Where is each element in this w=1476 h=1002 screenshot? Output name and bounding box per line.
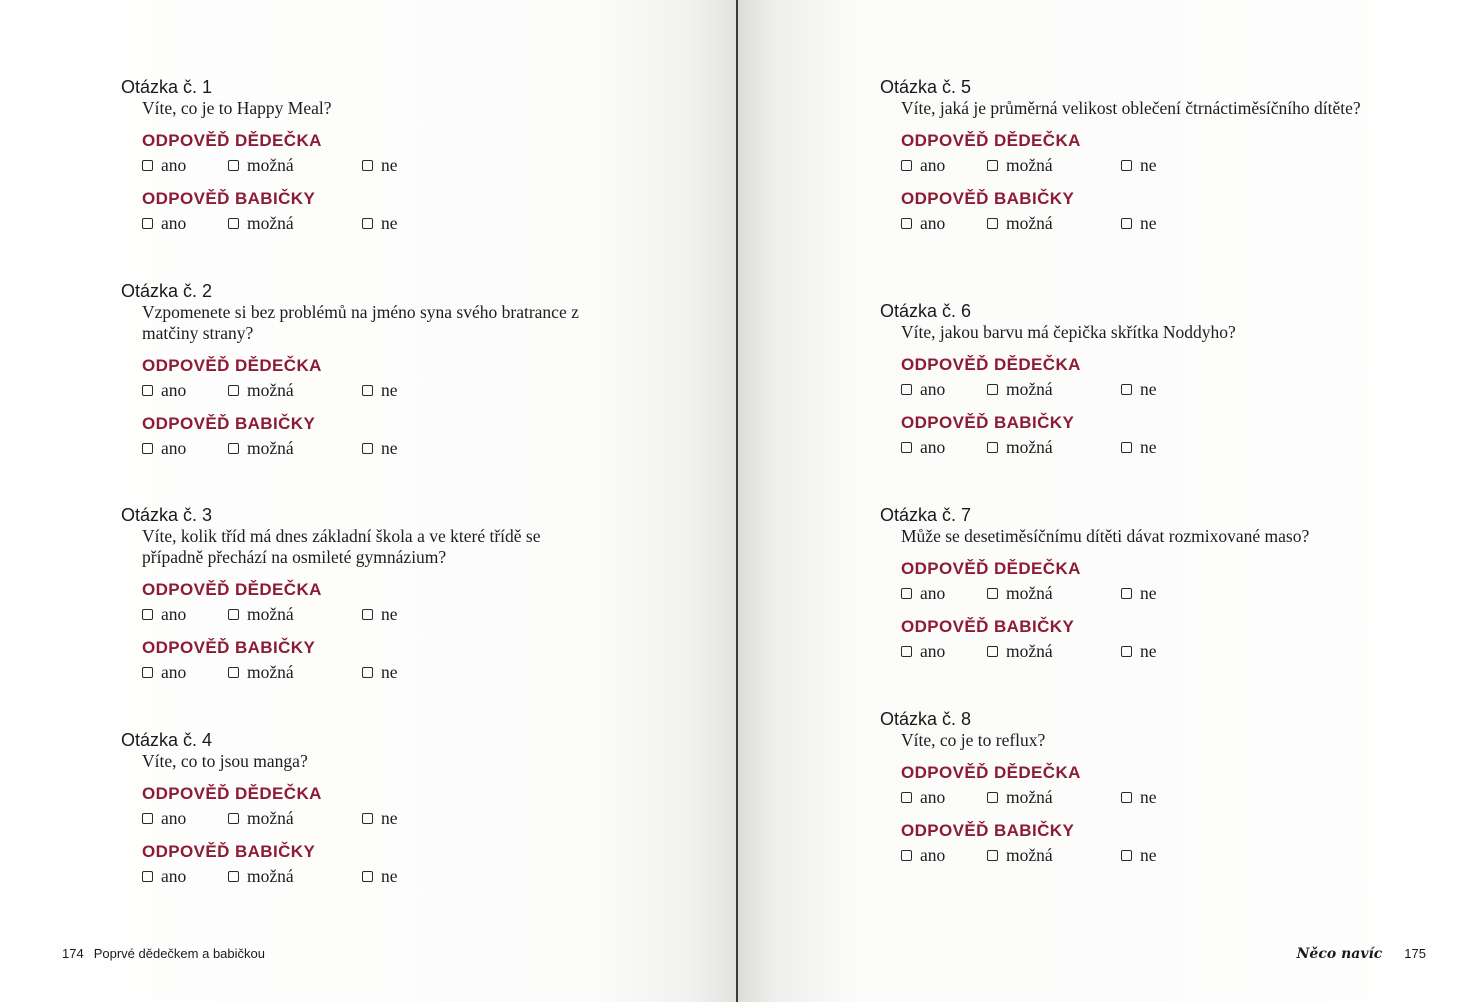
checkbox-icon[interactable] — [142, 218, 153, 229]
grandma-options — [901, 435, 1400, 459]
checkbox-icon[interactable] — [901, 442, 912, 453]
checkbox-icon[interactable] — [228, 443, 239, 454]
option-ano[interactable]: ano — [901, 435, 945, 459]
left-footer — [62, 946, 265, 961]
question-title: Otázka č. 5 — [880, 77, 972, 97]
question-text: Víte, co je to reflux? — [901, 730, 1046, 750]
grandma-options — [901, 843, 1400, 867]
option-ano[interactable]: ano — [142, 602, 186, 626]
option-mozna[interactable]: možná — [228, 660, 294, 684]
checkbox-icon[interactable] — [1121, 160, 1132, 171]
question-text: Víte, kolik tříd má dnes základní škola a ve které třídě se případně přechází na osmileté gymnázium? — [142, 526, 541, 567]
grandma-options — [142, 660, 641, 684]
checkbox-icon[interactable] — [987, 588, 998, 599]
grandpa-answer — [901, 131, 1400, 177]
grandpa-answer-label: ODPOVĚĎ DĚDEČKA — [142, 356, 322, 375]
question-text: Víte, co je to Happy Meal? — [142, 98, 332, 118]
option-ne[interactable]: ne — [1121, 843, 1157, 867]
option-ano[interactable]: ano — [901, 211, 945, 235]
checkbox-icon[interactable] — [901, 160, 912, 171]
grandpa-options — [142, 153, 641, 177]
grandpa-answer-label: ODPOVĚĎ DĚDEČKA — [901, 131, 1081, 150]
section-title: Něco navíc — [1296, 946, 1383, 962]
grandma-answer — [142, 414, 641, 460]
grandma-options — [142, 436, 641, 460]
grandpa-options — [142, 378, 641, 402]
option-ne[interactable]: ne — [362, 602, 398, 626]
option-mozna[interactable]: možná — [228, 806, 294, 830]
grandma-answer — [142, 189, 641, 235]
checkbox-icon[interactable] — [228, 871, 239, 882]
option-ne[interactable]: ne — [1121, 581, 1157, 605]
checkbox-icon[interactable] — [362, 609, 373, 620]
book-gutter — [736, 0, 738, 1002]
grandma-options — [901, 639, 1400, 663]
option-ano[interactable]: ano — [142, 211, 186, 235]
checkbox-icon[interactable] — [1121, 850, 1132, 861]
option-ano[interactable]: ano — [901, 581, 945, 605]
grandpa-answer-label: ODPOVĚĎ DĚDEČKA — [901, 763, 1081, 782]
checkbox-icon[interactable] — [228, 609, 239, 620]
option-mozna[interactable]: možná — [987, 581, 1053, 605]
option-mozna[interactable]: možná — [987, 377, 1053, 401]
question-text: Může se desetiměsíčnímu dítěti dávat rozmixované maso? — [901, 526, 1310, 546]
checkbox-icon[interactable] — [142, 609, 153, 620]
question-title: Otázka č. 7 — [880, 505, 972, 525]
option-ne[interactable]: ne — [1121, 211, 1157, 235]
question-3 — [121, 504, 641, 684]
grandma-answer — [142, 638, 641, 684]
checkbox-icon[interactable] — [142, 813, 153, 824]
option-ano[interactable]: ano — [142, 436, 186, 460]
grandpa-options — [901, 153, 1400, 177]
grandpa-answer-label: ODPOVĚĎ DĚDEČKA — [901, 559, 1081, 578]
option-ano[interactable]: ano — [142, 806, 186, 830]
checkbox-icon[interactable] — [142, 667, 153, 678]
checkbox-icon[interactable] — [228, 160, 239, 171]
grandpa-answer — [142, 131, 641, 177]
question-8 — [880, 708, 1400, 867]
option-mozna[interactable]: možná — [228, 864, 294, 888]
checkbox-icon[interactable] — [987, 160, 998, 171]
grandpa-answer-label: ODPOVĚĎ DĚDEČKA — [142, 131, 322, 150]
option-mozna[interactable]: možná — [228, 602, 294, 626]
option-mozna[interactable]: možná — [228, 378, 294, 402]
right-footer — [1297, 946, 1426, 962]
grandma-answer — [901, 189, 1400, 235]
checkbox-icon[interactable] — [362, 443, 373, 454]
question-title: Otázka č. 4 — [121, 730, 213, 750]
checkbox-icon[interactable] — [987, 384, 998, 395]
checkbox-icon[interactable] — [901, 646, 912, 657]
checkbox-icon[interactable] — [362, 385, 373, 396]
checkbox-icon[interactable] — [1121, 792, 1132, 803]
option-ne[interactable]: ne — [362, 211, 398, 235]
question-title: Otázka č. 8 — [880, 709, 972, 729]
checkbox-icon[interactable] — [362, 160, 373, 171]
option-mozna[interactable]: možná — [228, 211, 294, 235]
grandpa-answer — [142, 580, 641, 626]
checkbox-icon[interactable] — [228, 385, 239, 396]
question-text: Víte, jaká je průměrná velikost oblečení čtrnáctiměsíčního dítěte? — [901, 98, 1361, 118]
checkbox-icon[interactable] — [987, 850, 998, 861]
grandma-answer — [901, 821, 1400, 867]
question-4 — [121, 729, 641, 888]
checkbox-icon[interactable] — [901, 588, 912, 599]
grandma-answer-label: ODPOVĚĎ BABIČKY — [901, 189, 1075, 208]
option-ne[interactable]: ne — [362, 436, 398, 460]
grandpa-options — [142, 806, 641, 830]
checkbox-icon[interactable] — [1121, 384, 1132, 395]
page-number: 174 — [62, 946, 84, 961]
question-text: Víte, jakou barvu má čepička skřítka Noddyho? — [901, 322, 1236, 342]
checkbox-icon[interactable] — [1121, 442, 1132, 453]
question-title: Otázka č. 2 — [121, 281, 213, 301]
grandma-answer-label: ODPOVĚĎ BABIČKY — [142, 638, 316, 657]
option-ano[interactable]: ano — [901, 843, 945, 867]
option-ano[interactable]: ano — [901, 377, 945, 401]
option-ne[interactable]: ne — [362, 153, 398, 177]
option-ano[interactable]: ano — [142, 864, 186, 888]
option-ne[interactable]: ne — [1121, 153, 1157, 177]
checkbox-icon[interactable] — [1121, 218, 1132, 229]
grandpa-options — [142, 602, 641, 626]
option-ne[interactable]: ne — [1121, 435, 1157, 459]
option-ne[interactable]: ne — [362, 660, 398, 684]
checkbox-icon[interactable] — [142, 443, 153, 454]
option-ne[interactable]: ne — [362, 378, 398, 402]
grandpa-options — [901, 785, 1400, 809]
grandma-answer — [901, 413, 1400, 459]
grandpa-options — [901, 377, 1400, 401]
grandma-answer-label: ODPOVĚĎ BABIČKY — [901, 617, 1075, 636]
grandma-answer — [142, 842, 641, 888]
page-number: 175 — [1404, 946, 1426, 961]
grandpa-answer-label: ODPOVĚĎ DĚDEČKA — [142, 784, 322, 803]
option-mozna[interactable]: možná — [228, 153, 294, 177]
checkbox-icon[interactable] — [1121, 646, 1132, 657]
option-ne[interactable]: ne — [362, 806, 398, 830]
question-title: Otázka č. 1 — [121, 77, 213, 97]
option-ne[interactable]: ne — [1121, 785, 1157, 809]
grandpa-options — [901, 581, 1400, 605]
checkbox-icon[interactable] — [142, 871, 153, 882]
grandpa-answer — [901, 763, 1400, 809]
option-mozna[interactable]: možná — [987, 153, 1053, 177]
checkbox-icon[interactable] — [142, 385, 153, 396]
option-mozna[interactable]: možná — [987, 211, 1053, 235]
question-1 — [121, 76, 641, 235]
option-mozna[interactable]: možná — [987, 435, 1053, 459]
option-ano[interactable]: ano — [142, 153, 186, 177]
grandpa-answer-label: ODPOVĚĎ DĚDEČKA — [901, 355, 1081, 374]
checkbox-icon[interactable] — [987, 792, 998, 803]
checkbox-icon[interactable] — [362, 218, 373, 229]
option-ano[interactable]: ano — [142, 660, 186, 684]
checkbox-icon[interactable] — [228, 667, 239, 678]
question-2 — [121, 280, 641, 460]
option-ano[interactable]: ano — [901, 785, 945, 809]
grandma-answer-label: ODPOVĚĎ BABIČKY — [901, 413, 1075, 432]
question-text: Víte, co to jsou manga? — [142, 751, 308, 771]
grandma-answer-label: ODPOVĚĎ BABIČKY — [901, 821, 1075, 840]
checkbox-icon[interactable] — [901, 792, 912, 803]
question-7 — [880, 504, 1400, 663]
grandpa-answer — [142, 356, 641, 402]
question-5 — [880, 76, 1400, 235]
grandma-answer-label: ODPOVĚĎ BABIČKY — [142, 189, 316, 208]
grandpa-answer — [142, 784, 641, 830]
checkbox-icon[interactable] — [901, 218, 912, 229]
checkbox-icon[interactable] — [142, 160, 153, 171]
checkbox-icon[interactable] — [228, 218, 239, 229]
checkbox-icon[interactable] — [362, 667, 373, 678]
option-mozna[interactable]: možná — [228, 436, 294, 460]
option-mozna[interactable]: možná — [987, 785, 1053, 809]
checkbox-icon[interactable] — [362, 813, 373, 824]
grandpa-answer-label: ODPOVĚĎ DĚDEČKA — [142, 580, 322, 599]
checkbox-icon[interactable] — [1121, 588, 1132, 599]
option-mozna[interactable]: možná — [987, 639, 1053, 663]
grandma-options — [901, 211, 1400, 235]
checkbox-icon[interactable] — [901, 384, 912, 395]
option-ano[interactable]: ano — [901, 153, 945, 177]
option-ano[interactable]: ano — [142, 378, 186, 402]
checkbox-icon[interactable] — [901, 850, 912, 861]
checkbox-icon[interactable] — [987, 646, 998, 657]
book-title: Poprvé dědečkem a babičkou — [93, 946, 265, 961]
option-ne[interactable]: ne — [362, 864, 398, 888]
checkbox-icon[interactable] — [987, 442, 998, 453]
checkbox-icon[interactable] — [362, 871, 373, 882]
checkbox-icon[interactable] — [228, 813, 239, 824]
question-title: Otázka č. 6 — [880, 301, 972, 321]
grandpa-answer — [901, 559, 1400, 605]
option-ano[interactable]: ano — [901, 639, 945, 663]
grandma-options — [142, 211, 641, 235]
grandma-answer — [901, 617, 1400, 663]
option-ne[interactable]: ne — [1121, 639, 1157, 663]
question-text: Vzpomenete si bez problémů na jméno syna svého bratrance z matčiny strany? — [142, 302, 579, 343]
grandma-answer-label: ODPOVĚĎ BABIČKY — [142, 414, 316, 433]
question-title: Otázka č. 3 — [121, 505, 213, 525]
checkbox-icon[interactable] — [987, 218, 998, 229]
question-6 — [880, 300, 1400, 459]
option-mozna[interactable]: možná — [987, 843, 1053, 867]
grandpa-answer — [901, 355, 1400, 401]
grandma-options — [142, 864, 641, 888]
option-ne[interactable]: ne — [1121, 377, 1157, 401]
grandma-answer-label: ODPOVĚĎ BABIČKY — [142, 842, 316, 861]
